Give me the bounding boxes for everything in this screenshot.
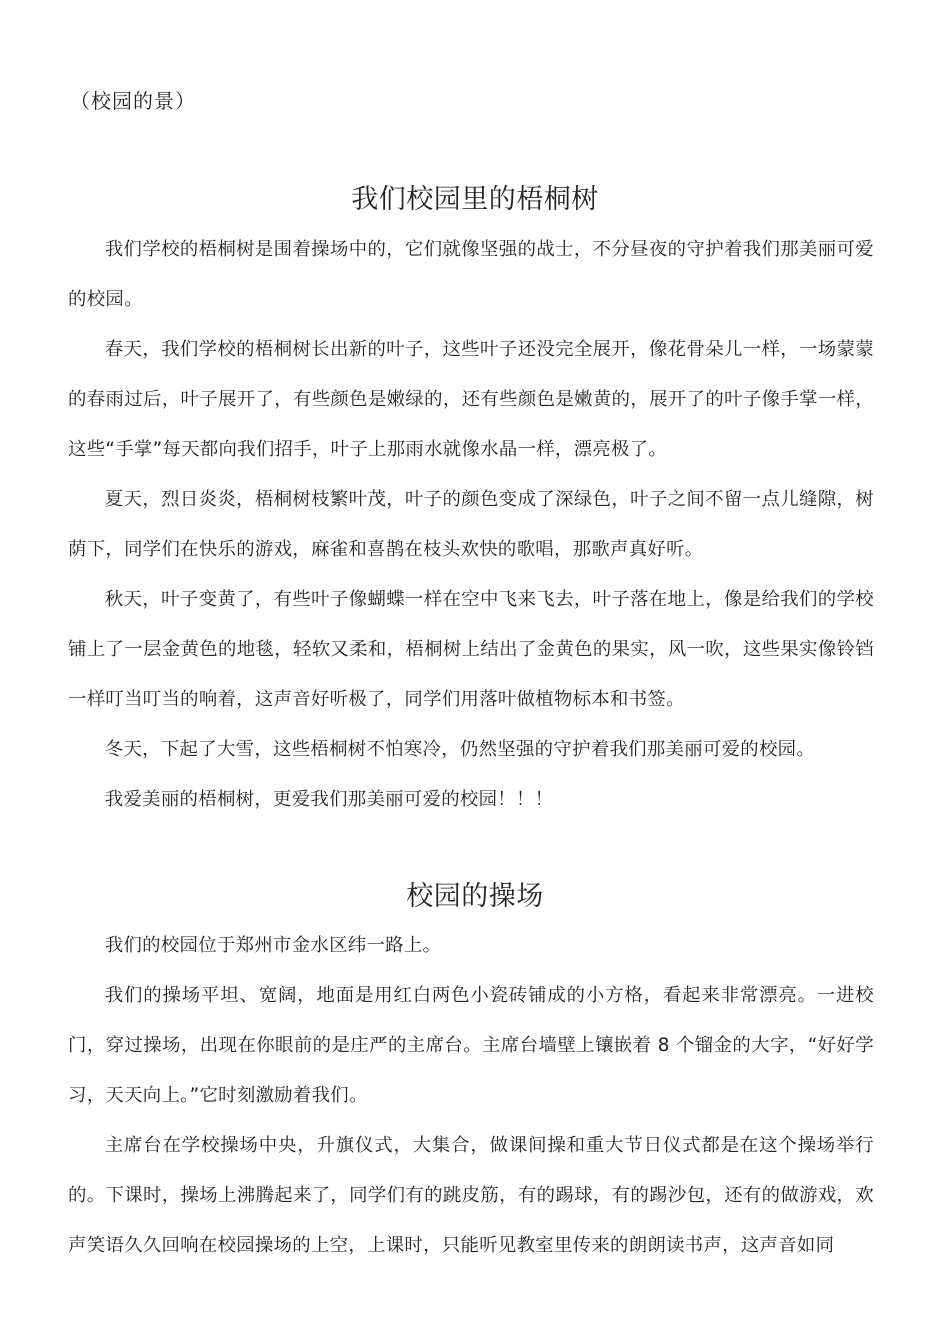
paragraph: 主席台在学校操场中央，升旗仪式，大集合，做课间操和重大节日仪式都是在这个操场举行的。下课时，操场上沸腾起来了，同学们有的跳皮筋，有的踢球，有的踢沙包，还有的做游戏，欢声笑语久久回响在校园操场的上空，上课时，只能听见教室里传来的朗朗读书声，这声音如同: [68, 1135, 874, 1256]
article-body-wutong: [68, 225, 874, 825]
paragraph: 我们的操场平坦、宽阔，地面是用红白两色小瓷砖铺成的小方格，看起来非常漂亮。一进校门，穿过操场，出现在你眼前的是庄严的主席台。主席台墙壁上镶嵌着 8 个镏金的大字，“好好学习，天天向上。”它时刻激励着我们。: [68, 985, 874, 1106]
paragraph: 秋天，叶子变黄了，有些叶子像蝴蝶一样在空中飞来飞去，叶子落在地上，像是给我们的学校铺上了一层金黄色的地毯，轻软又柔和，梧桐树上结出了金黄色的果实，风一吹，这些果实像铃铛一样叮当叮当的响着，这声音好听极了，同学们用落叶做植物标本和书签。: [68, 589, 874, 710]
paragraph: 冬天，下起了大雪，这些梧桐树不怕寒冷，仍然坚强的守护着我们那美丽可爱的校园。: [104, 739, 816, 760]
article-title-playground: 校园的操场: [406, 881, 544, 912]
article-body-playground: [68, 921, 874, 1271]
paragraph: 我爱美丽的梧桐树，更爱我们那美丽可爱的校园！！！: [104, 789, 554, 810]
article-title-wutong: 我们校园里的梧桐树: [351, 184, 599, 215]
paragraph: 春天，我们学校的梧桐树长出新的叶子，这些叶子还没完全展开，像花骨朵儿一样，一场蒙蒙的春雨过后，叶子展开了，有些颜色是嫩绿的，还有些颜色是嫩黄的，展开了的叶子像手掌一样，这些“手掌”每天都向我们招手，叶子上那雨水就像水晶一样，漂亮极了。: [68, 339, 874, 460]
section-tag: （校园的景）: [70, 89, 196, 113]
paragraph: 夏天，烈日炎炎，梧桐树枝繁叶茂，叶子的颜色变成了深绿色，叶子之间不留一点儿缝隙，树荫下，同学们在快乐的游戏，麻雀和喜鹊在枝头欢快的歌唱，那歌声真好听。: [68, 489, 874, 560]
paragraph: 我们的校园位于郑州市金水区纬一路上。: [104, 935, 442, 956]
paragraph: 我们学校的梧桐树是围着操场中的，它们就像坚强的战士，不分昼夜的守护着我们那美丽可爱的校园。: [68, 239, 874, 310]
